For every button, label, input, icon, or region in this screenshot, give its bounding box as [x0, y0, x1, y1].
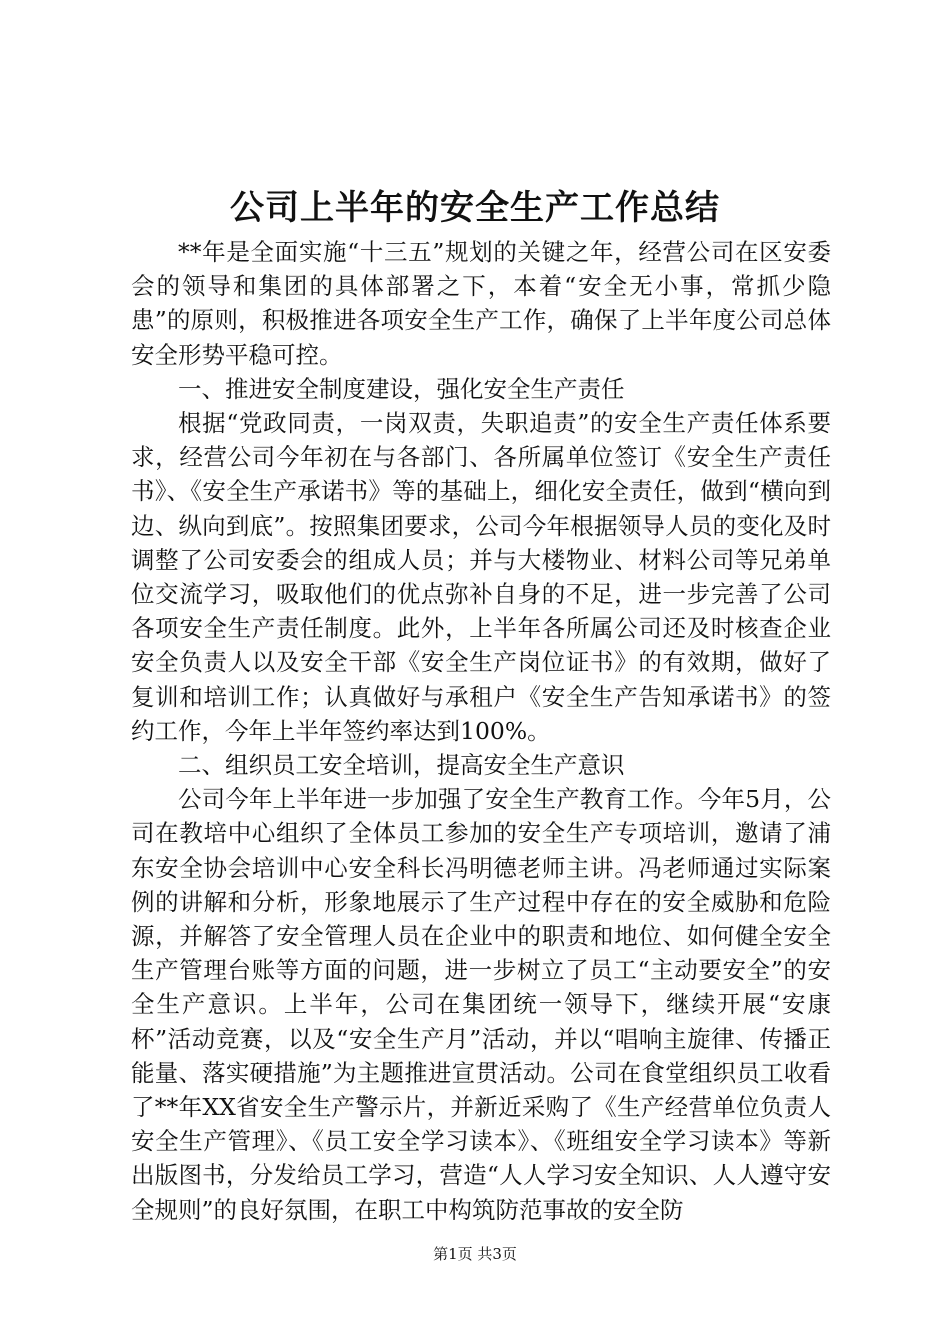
page-footer: 第1页 共3页 — [433, 1245, 517, 1263]
section-1-paragraph: 根据“党政同责，一岗双责，失职追责”的安全生产责任体系要求，经营公司今年初在与各部门、各所属单位签订《安全生产责任书》、《安全生产承诺书》等的基础上，细化安全责任，做到“横向到边、纵向到底”。按照集团要求，公司今年根据领导人员的变化及时调整了公司安委会的组成人员；并与大楼物业、材料公司等兄弟单位交流学习，吸取他们的优点弥补自身的不足，进一步完善了公司各项安全生产责任制度。此外，上半年各所属公司还及时核查企业安全负责人以及安全干部《安全生产岗位证书》的有效期，做好了复训和培训工作；认真做好与承租户《安全生产告知承诺书》的签约工作，今年上半年签约率达到100%。 — [131, 409, 831, 745]
document-body — [131, 235, 831, 1227]
intro-paragraph: **年是全面实施“十三五”规划的关键之年，经营公司在区安委会的领导和集团的具体部署之下，本着“安全无小事，常抓少隐患”的原则，积极推进各项安全生产工作，确保了上半年度公司总体安全形势平稳可控。 — [131, 238, 831, 369]
section-heading-1: 一、推进安全制度建设，强化安全生产责任 — [178, 374, 625, 403]
document-title: 公司上半年的安全生产工作总结 — [230, 188, 720, 228]
section-2-paragraph: 公司今年上半年进一步加强了安全生产教育工作。今年5月，公司在教培中心组织了全体员工参加的安全生产专项培训，邀请了浦东安全协会培训中心安全科长冯明德老师主讲。冯老师通过实际案例的讲解和分析，形象地展示了生产过程中存在的安全威胁和危险源，并解答了安全管理人员在企业中的职责和地位、如何健全安全生产管理台账等方面的问题，进一步树立了员工“主动要安全”的安全生产意识。上半年，公司在集团统一领导下，继续开展“安康杯”活动竞赛，以及“安全生产月”活动，并以“唱响主旋律、传播正能量、落实硬措施”为主题推进宣贯活动。公司在食堂组织员工收看了**年XX省安全生产警示片，并新近采购了《生产经营单位负责人安全生产管理》、《员工安全学习读本》、《班组安全学习读本》等新出版图书，分发给员工学习，营造“人人学习安全知识、人人遵守安全规则”的良好氛围，在职工中构筑防范事故的安全防 — [131, 785, 831, 1224]
section-heading-2: 二、组织员工安全培训，提高安全生产意识 — [178, 751, 625, 780]
